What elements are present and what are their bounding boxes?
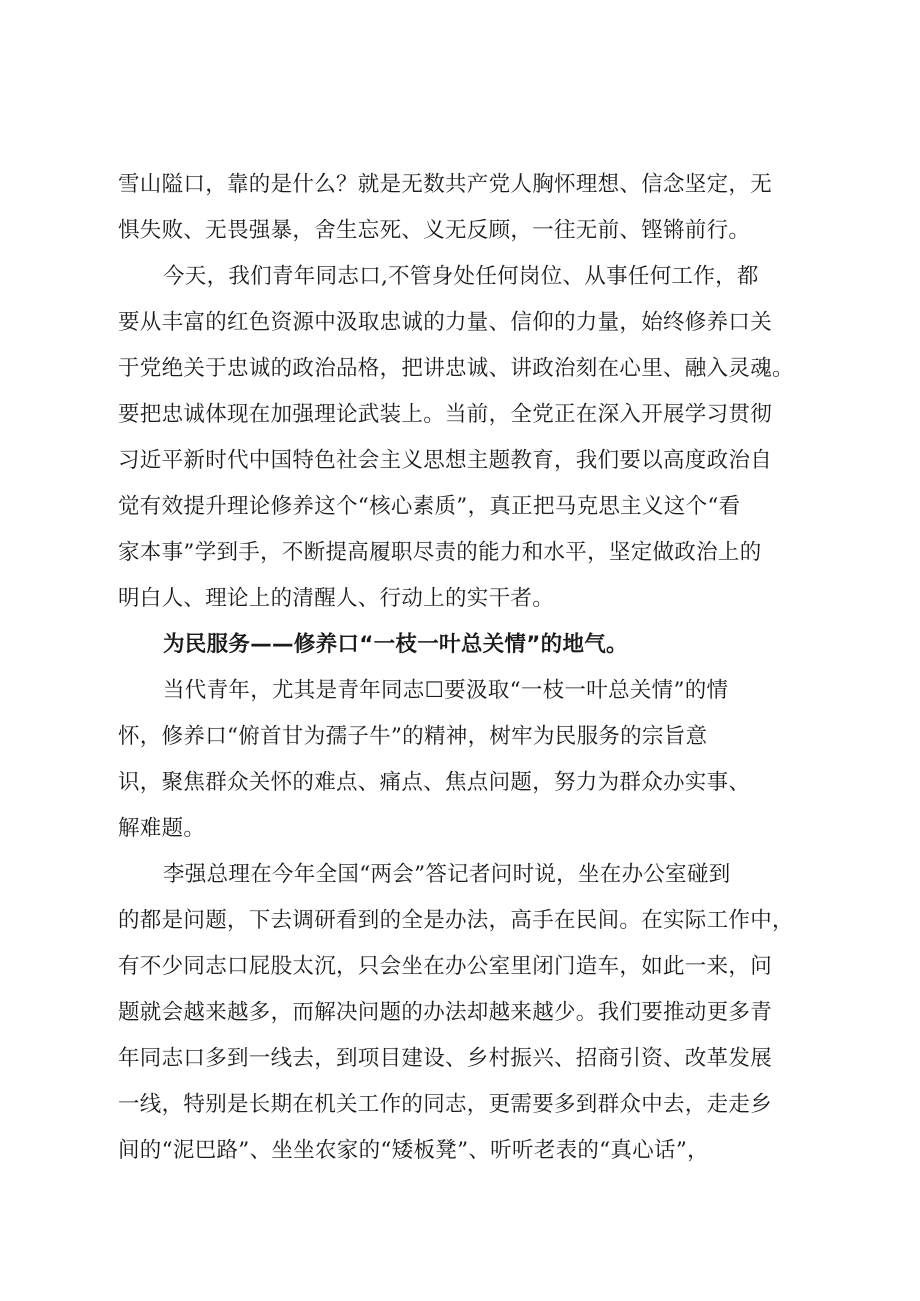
text-line: 识，聚焦群众关怀的难点、痛点、焦点问题，努力为群众办实事、 xyxy=(118,770,751,795)
text-line: 惧失败、无畏强暴，舍生忘死、义无反顾，一往无前、铿锵前行。 xyxy=(118,218,751,243)
text-line: 于党绝关于忠诚的政治品格，把讲忠诚、讲政治刻在心里、融入灵魂。 xyxy=(118,356,794,381)
text-line: 题就会越来越多，而解决问题的办法却越来越少。我们要推动更多青 xyxy=(118,1000,773,1025)
text-line: 习近平新时代中国特色社会主义思想主题教育，我们要以高度政治自 xyxy=(118,448,773,473)
text-line: 觉有效提升理论修养这个“核心素质”，真正把马克思主义这个“看 xyxy=(118,494,741,519)
text-line: 要把忠诚体现在加强理论武装上。当前，全党正在深入开展学习贯彻 xyxy=(118,402,773,427)
text-line: 明白人、理论上的清醒人、行动上的实干者。 xyxy=(118,586,555,611)
text-line: 雪山隘口，靠的是什么？就是无数共产党人胸怀理想、信念坚定，无 xyxy=(118,172,773,197)
text-line: 的都是问题，下去调研看到的全是办法，高手在民间。在实际工作中， xyxy=(118,908,794,933)
text-line: 间的“泥巴路”、坐坐农家的“矮板凳”、听听老表的“真心话”， xyxy=(118,1138,709,1163)
text-line: 怀，修养口“俯首甘为孺子牛”的精神，树牢为民服务的宗旨意 xyxy=(118,724,708,749)
paragraph-start-line: 当代青年，尤其是青年同志☐要汲取“一枝一叶总关情”的情 xyxy=(163,678,729,703)
paragraph-start-line: 今天，我们青年同志口,不管身处任何岗位、从事任何工作，都 xyxy=(163,264,759,289)
text-line: 有不少同志口屁股太沉，只会坐在办公室里闭门造车，如此一来，问 xyxy=(118,954,773,979)
text-line: 年同志口多到一线去，到项目建设、乡村振兴、招商引资、改革发展 xyxy=(118,1046,773,1071)
text-line: 解难题。 xyxy=(118,816,206,841)
text-line: 要从丰富的红色资源中汲取忠诚的力量、信仰的力量，始终修养口关 xyxy=(118,310,773,335)
text-line: 一线，特别是长期在机关工作的同志，更需要多到群众中去，走走乡 xyxy=(118,1092,773,1117)
section-heading: 为民服务——修养口“一枝一叶总关情”的地气。 xyxy=(163,632,628,657)
text-line: 家本事”学到手，不断提高履职尽责的能力和水平，坚定做政治上的 xyxy=(118,540,762,565)
paragraph-start-line: 李强总理在今年全国“两会”答记者问时说，坐在办公室碰到 xyxy=(163,862,731,887)
